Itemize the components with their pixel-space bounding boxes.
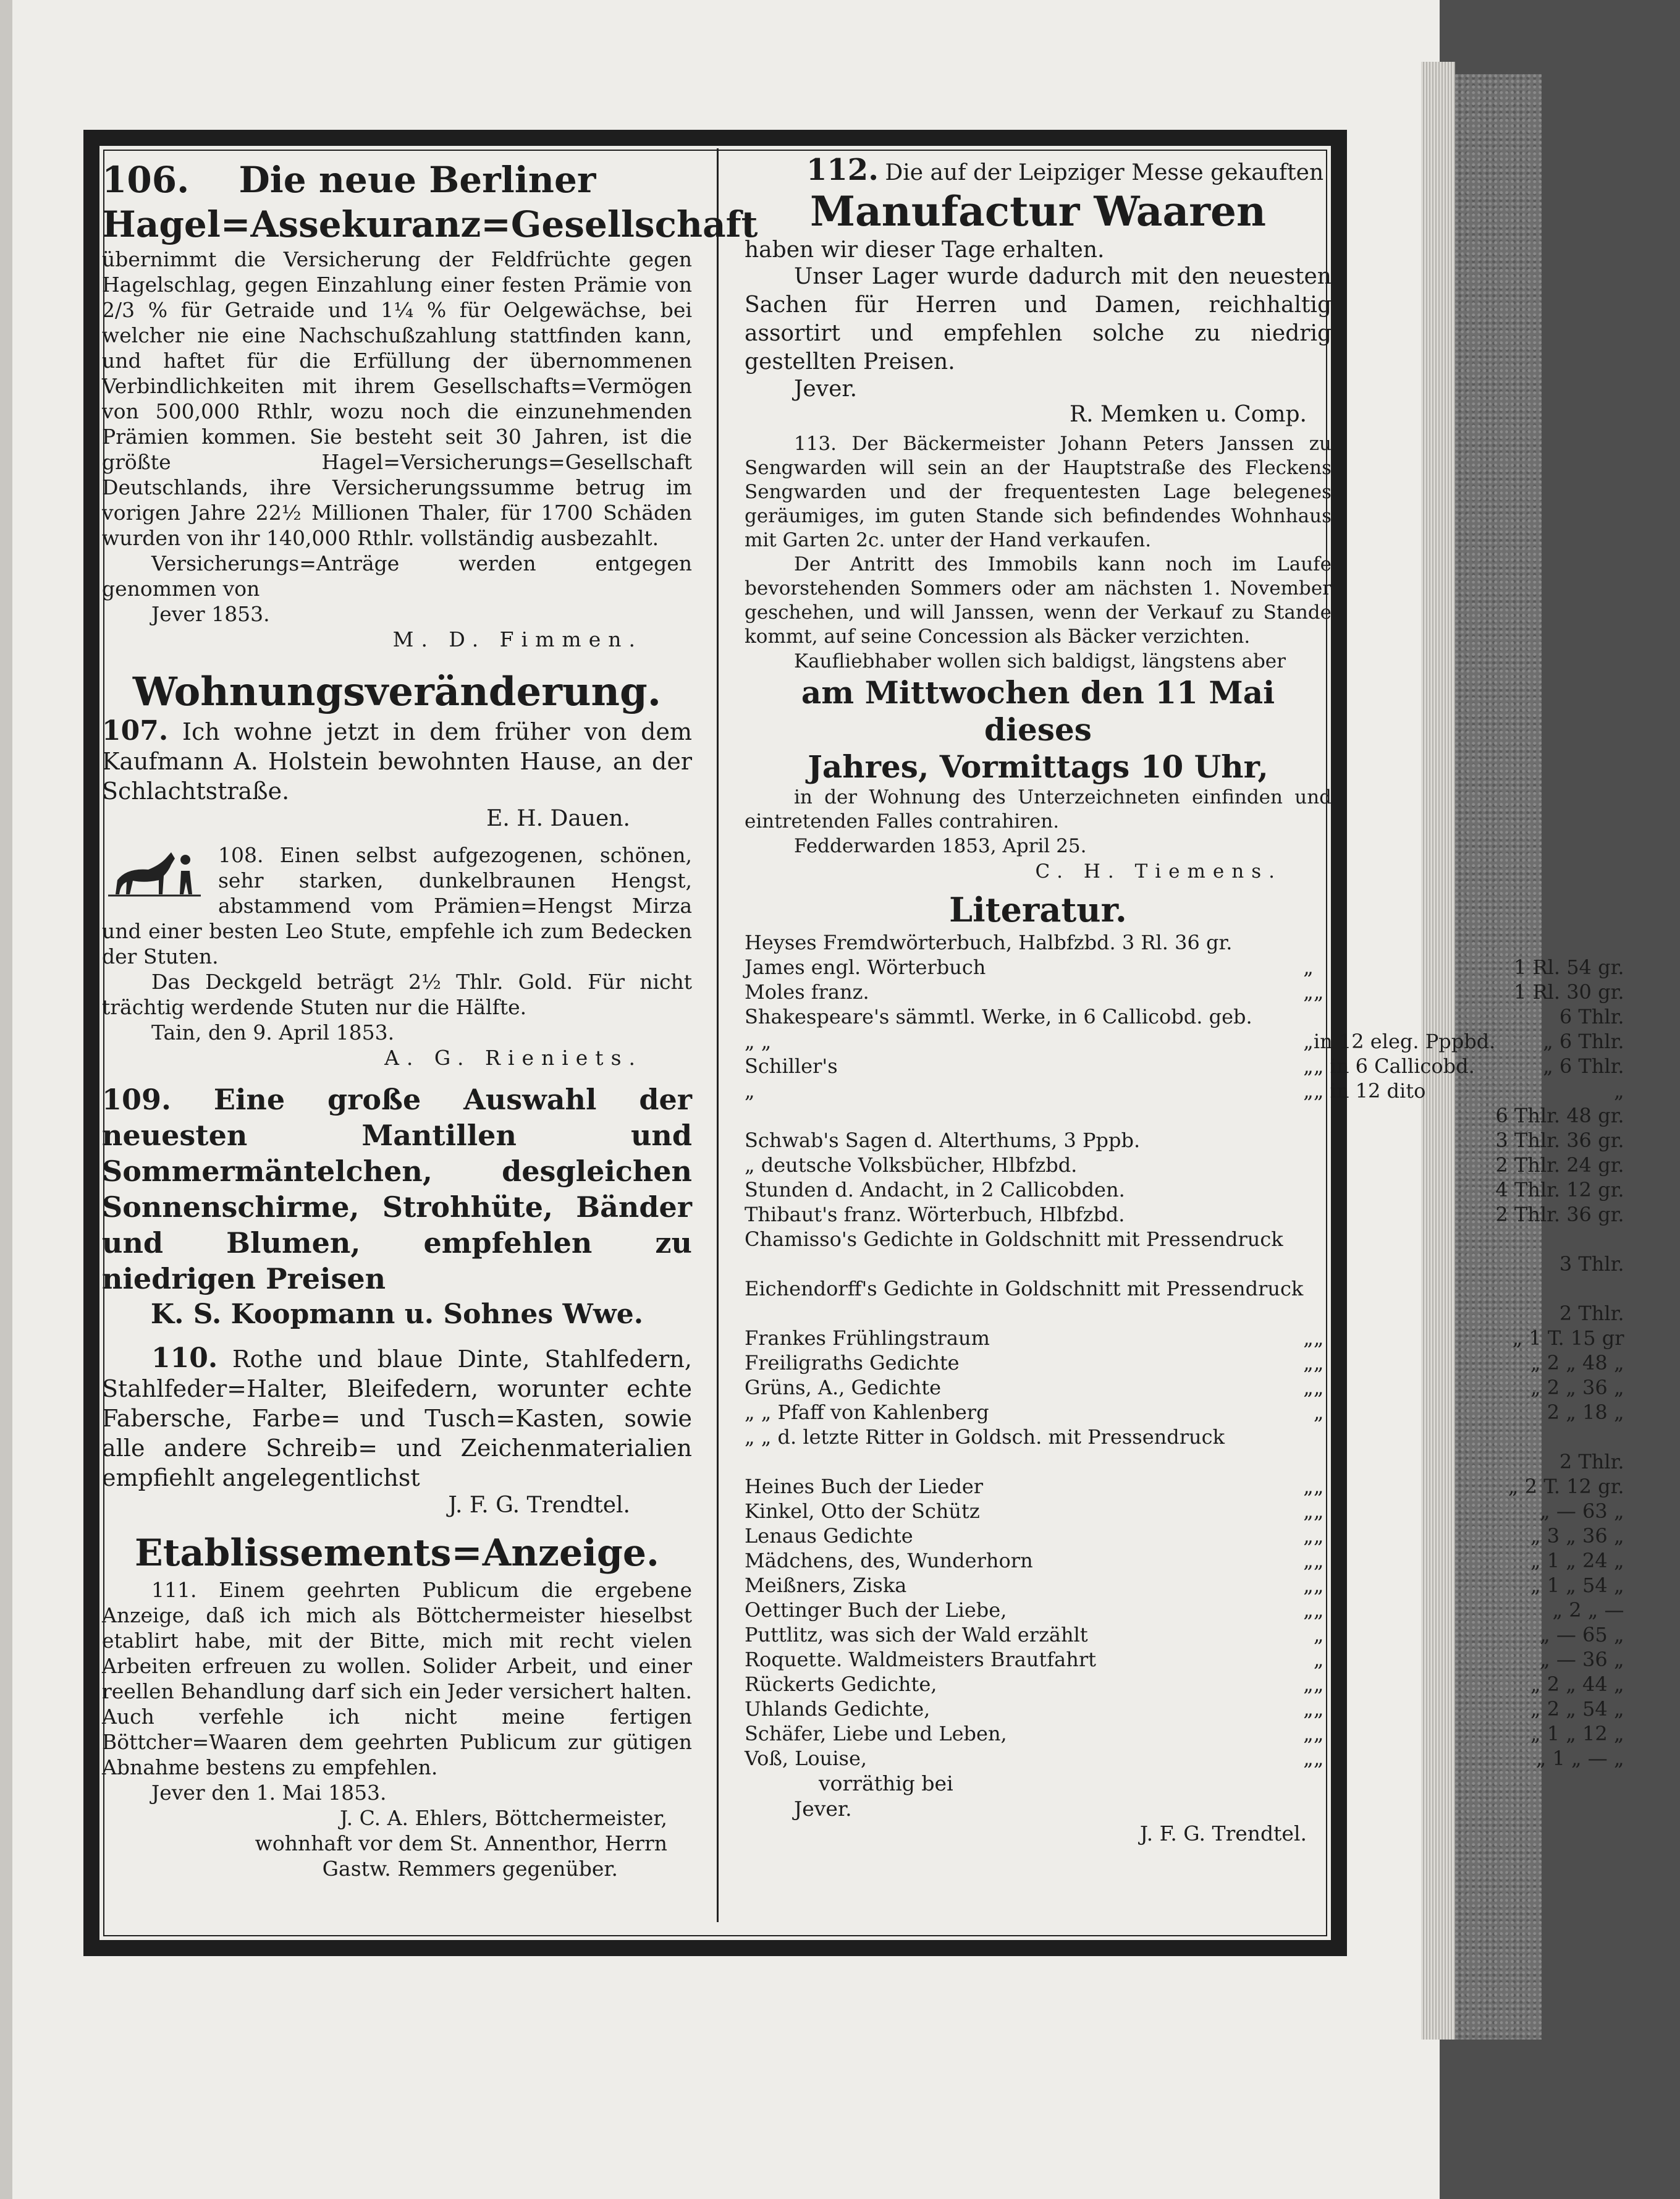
book-title (745, 1103, 1303, 1128)
book-binding (1314, 1202, 1495, 1227)
book-binding: in 12 eleg. Pppbd. (1313, 1030, 1496, 1053)
book-title: „ „ Pfaff von Kahlenberg (745, 1400, 989, 1424)
book-binding: „ (1313, 1499, 1324, 1523)
ad-date: am Mittwochen den 11 Mai dieses (801, 674, 1275, 748)
book-price: 6 Thlr. (1559, 1005, 1624, 1028)
ad-signature: Gastw. Remmers gegenüber. (322, 1857, 618, 1881)
ad-title: Die neue Berliner (238, 159, 596, 201)
ad-body: Rothe und blaue Dinte, Stahlfedern, Stahlfeder=Halter, Bleifedern, worunter echte Fabersche, Farbe= und Tusch=Kasten, sowie alle andere Schreib= und Zeichenmaterialien empfiehlt angelegentlichst (102, 1345, 692, 1491)
book-row (745, 1252, 1624, 1276)
ditto-mark (1303, 1177, 1314, 1202)
book-title: Mädchens, des, Wunderhorn (745, 1549, 1033, 1572)
ad-signature: K. S. Koopmann u. Sohnes Wwe. (150, 1299, 644, 1330)
book-price: 2 Thlr. (1559, 1450, 1624, 1473)
ad-heading: Wohnungsveränderung. (132, 669, 662, 715)
book-title (745, 1301, 1303, 1326)
book-price: „ 2 „ 44 „ (1530, 1672, 1624, 1696)
ditto-mark (1303, 1128, 1314, 1153)
book-binding: „ (1313, 980, 1324, 1004)
ad-signature: J. F. G. Trendtel. (448, 1493, 630, 1518)
book-title: Schwab's Sagen d. Alterthums, 3 Pppb. (745, 1129, 1141, 1152)
book-binding: „ (1313, 1598, 1324, 1622)
book-binding (1314, 1449, 1495, 1474)
book-row (745, 1672, 1624, 1697)
ditto-mark (1303, 1227, 1314, 1252)
book-row (745, 1400, 1624, 1425)
ditto-mark: „ (1303, 1722, 1314, 1745)
book-binding: „ (1313, 1524, 1324, 1548)
book-price: „ — 36 „ (1540, 1648, 1624, 1671)
ad-106 (102, 158, 758, 652)
ad-number: 107. (102, 715, 169, 747)
ad-received: haben wir dieser Tage erhalten. (745, 237, 1105, 263)
ditto-mark (1303, 1276, 1314, 1301)
book-row (745, 1128, 1624, 1153)
book-price: „ 6 Thlr. (1543, 1054, 1624, 1078)
book-price: 1 Rl. 54 gr. (1513, 955, 1624, 979)
ad-closing: Versicherungs=Anträge werden entgegen genommen von (102, 551, 692, 601)
book-title: „ deutsche Volksbücher, Hlbfzbd. (745, 1153, 1078, 1177)
ditto-mark: „ (1303, 955, 1314, 979)
ditto-mark (1303, 1153, 1314, 1177)
ad-111 (102, 1529, 692, 1881)
ad-body: übernimmt die Versicherung der Feldfrüchte gegen Hagelschlag, gegen Einzahlung einer festen Prämie von 2/3 % für Getraide und 1¼ % für Oelgewächse, bei welcher nie eine Nachschußzahlung stattfinden kann, und haftet für die Erfüllung der übernommenen Verbindlichkeiten mit ihrem Gesellschafts=Vermögen von 500,000 Rthlr, wozu noch die einzunehmenden Prämien kommen. Sie besteht seit 30 Jahren, ist die größte Hagel=Versicherungs=Gesellschaft Deutschlands, ihre Versicherungssumme betrug im vorigen Jahre 22½ Millionen Thaler, für 1700 Schäden wurden von ihr 140,000 Rthlr. vollständig ausbezahlt. (102, 247, 692, 550)
book-binding: „ (1313, 1747, 1324, 1770)
book-binding (1314, 930, 1495, 955)
book-row (745, 1573, 1624, 1598)
ad-signature: R. Memken u. Comp. (1070, 402, 1307, 427)
book-price: „ 2 „ — (1552, 1598, 1624, 1622)
book-price: „ 2 „ 54 „ (1530, 1697, 1624, 1721)
ad-place: Jever. (794, 1797, 852, 1821)
book-binding: „ (1313, 1672, 1324, 1696)
book-binding (1314, 1103, 1495, 1128)
ditto-mark (1303, 1301, 1314, 1326)
book-binding: „ (1313, 1574, 1324, 1597)
ditto-mark (1303, 1425, 1314, 1449)
book-title (745, 1449, 1303, 1474)
ad-signature: E. H. Dauen. (486, 806, 630, 831)
book-binding (1314, 1276, 1495, 1301)
book-price: „ 2 „ 36 „ (1530, 1376, 1624, 1399)
book-row (745, 1202, 1624, 1227)
book-title: Grüns, A., Gedichte (745, 1376, 942, 1399)
ditto-mark (1303, 1449, 1314, 1474)
ad-number: 106. (102, 159, 190, 201)
ditto-mark: „ (1303, 1376, 1314, 1399)
book-row (745, 1746, 1624, 1771)
book-title: Schäfer, Liebe und Leben, (745, 1722, 1007, 1745)
literatur-section (745, 889, 1624, 1845)
book-row (745, 1449, 1624, 1474)
book-binding (1314, 1177, 1495, 1202)
book-row (745, 1004, 1624, 1029)
ditto-mark: „ (1303, 1598, 1314, 1622)
book-title: Schiller's (745, 1054, 838, 1078)
book-row (745, 1227, 1624, 1252)
book-price: 2 Thlr. (1559, 1302, 1624, 1325)
ad-113 (745, 432, 1332, 884)
book-title: Heines Buch der Lieder (745, 1475, 984, 1498)
book-row (745, 955, 1624, 980)
ad-112 (745, 153, 1332, 427)
ditto-mark: „ (1303, 1054, 1314, 1078)
book-row (745, 1177, 1624, 1202)
ad-avail: vorräthig bei (819, 1771, 953, 1795)
book-row (745, 1647, 1624, 1672)
book-row (745, 1054, 1624, 1078)
ditto-mark (1303, 930, 1314, 955)
ad-place-date: Tain, den 9. April 1853. (151, 1020, 395, 1044)
book-list (745, 930, 1624, 1771)
ad-invite: Kaufliebhaber wollen sich baldigst, längstens aber (794, 650, 1286, 672)
ditto-mark (1303, 1400, 1314, 1425)
book-binding: „ in 6 Callicobd. (1313, 1054, 1475, 1078)
ditto-mark: „ (1303, 1549, 1314, 1572)
book-binding: „ (1313, 1376, 1324, 1399)
ad-title: Hagel=Assekuranz=Gesellschaft (102, 203, 758, 245)
ditto-mark: „ (1303, 1574, 1314, 1597)
ad-heading: Etablissements=Anzeige. (135, 1532, 659, 1575)
ditto-mark: „ (1303, 1672, 1314, 1696)
book-price: „ 1 „ — „ (1535, 1747, 1624, 1770)
book-price: 4 Thlr. 12 gr. (1495, 1178, 1624, 1201)
book-binding (1314, 1425, 1495, 1449)
right-column (745, 153, 1624, 1846)
ad-109 (102, 1082, 692, 1333)
ditto-mark: „ (1303, 1326, 1314, 1350)
book-binding (1314, 1252, 1495, 1276)
ditto-mark: „ (1303, 1524, 1314, 1548)
ditto-mark: „ (1303, 1697, 1314, 1721)
ditto-mark: „ (1303, 1747, 1314, 1770)
book-title: Moles franz. (745, 980, 869, 1004)
ad-place-date: Fedderwarden 1853, April 25. (794, 835, 1087, 857)
book-row (745, 1474, 1624, 1499)
book-price (1495, 1227, 1624, 1252)
ad-place-date: Jever den 1. Mai 1853. (151, 1781, 387, 1805)
book-price (1495, 1425, 1624, 1449)
book-price: „ — 63 „ (1540, 1499, 1624, 1523)
book-row (745, 1350, 1624, 1375)
ditto-mark (1303, 1103, 1314, 1128)
ditto-mark: „ (1303, 1079, 1314, 1103)
book-row (745, 1276, 1624, 1301)
book-binding (1314, 1128, 1495, 1153)
book-title: Kinkel, Otto der Schütz (745, 1499, 980, 1523)
book-binding: „ (1313, 1549, 1324, 1572)
book-row (745, 930, 1624, 955)
book-title: Heyses Fremdwörterbuch, Halbfzbd. 3 Rl. 36 gr. (745, 931, 1233, 954)
ad-body: Der Antritt des Immobils kann noch im Laufe bevorstehenden Sommers oder am nächsten 1. November geschehen, und will Janssen, wenn der Verkauf zu Stande kommt, auf seine Concession als Bäcker verzichten. (745, 553, 1332, 648)
book-row (745, 1523, 1624, 1548)
book-row (745, 1029, 1624, 1054)
book-title: Puttlitz, was sich der Wald erzählt (745, 1623, 1088, 1646)
ditto-mark: „ (1303, 980, 1314, 1004)
book-price: „ (1613, 1079, 1624, 1103)
ad-fee: Das Deckgeld beträgt 2½ Thlr. Gold. Für nicht trächtig werdende Stuten nur die Hälfte. (102, 970, 692, 1019)
ad-body: 108. Einen selbst aufgezogenen, schönen, sehr starken, dunkelbraunen Hengst, abstammend vom Prämien=Hengst Mirza und einer besten Leo Stute, empfehle ich zum Bedecken der Stuten. (102, 843, 692, 968)
book-title: Stunden d. Andacht, in 2 Callicobden. (745, 1178, 1125, 1201)
book-title: Thibaut's franz. Wörterbuch, Hlbfzbd. (745, 1203, 1125, 1226)
book-row (745, 1425, 1624, 1449)
book-row (745, 1697, 1624, 1721)
book-row (745, 1721, 1624, 1746)
horse-icon (102, 846, 207, 902)
book-price: 1 Rl. 30 gr. (1513, 980, 1624, 1004)
column-divider (717, 148, 719, 1922)
book-row (745, 1326, 1624, 1350)
book-title: Uhlands Gedichte, (745, 1697, 931, 1721)
book-row (745, 980, 1624, 1004)
book-row (745, 1301, 1624, 1326)
book-price (1495, 930, 1624, 955)
book-binding: „ (1313, 1697, 1324, 1721)
ad-heading: Manufactur Waaren (809, 187, 1267, 235)
book-title: „ „ (745, 1030, 772, 1053)
ditto-mark: „ (1303, 1499, 1314, 1523)
ad-body: Unser Lager wurde dadurch mit den neuesten Sachen für Herren und Damen, reichhaltig assortirt und empfehlen solche zu niedrig gestellten Preisen. (745, 264, 1332, 375)
book-price: „ 2 T. 12 gr. (1508, 1475, 1624, 1498)
book-binding: „ (1313, 1351, 1324, 1375)
book-row (745, 1548, 1624, 1573)
left-column (102, 158, 758, 1881)
book-price: 6 Thlr. 48 gr. (1495, 1104, 1624, 1127)
book-price (1495, 1276, 1624, 1301)
book-price: „ 1 „ 24 „ (1530, 1549, 1624, 1572)
book-title: Oettinger Buch der Liebe, (745, 1598, 1007, 1622)
ad-number: 112. (806, 153, 879, 187)
book-binding (1314, 1227, 1495, 1252)
ditto-mark (1303, 1202, 1314, 1227)
book-price: „ 6 Thlr. (1543, 1030, 1624, 1053)
book-price: „ 3 „ 36 „ (1530, 1524, 1624, 1548)
book-title: Meißners, Ziska (745, 1574, 907, 1597)
book-binding (1314, 1153, 1495, 1177)
ad-signature: A. G. Rieniets. (384, 1046, 643, 1070)
ad-intro: Die auf der Leipziger Messe gekauften (885, 160, 1324, 185)
book-row (745, 1499, 1624, 1523)
book-row (745, 1078, 1624, 1103)
ad-body: in der Wohnung des Unterzeichneten einfinden und eintretenden Falles contrahiren. (745, 786, 1332, 833)
book-binding: „ in 12 dito (1313, 1079, 1426, 1103)
ditto-mark: „ (1303, 1475, 1314, 1498)
book-binding: „ (1313, 1475, 1324, 1498)
book-row (745, 1153, 1624, 1177)
ad-heading: Literatur. (949, 890, 1127, 930)
book-row (745, 1375, 1624, 1400)
ad-place: Jever. (794, 376, 858, 402)
ad-108 (102, 842, 692, 1070)
book-price: „ 1 T. 15 gr (1512, 1326, 1624, 1350)
book-binding (1314, 955, 1495, 980)
ditto-mark: „ (1303, 1030, 1314, 1053)
book-binding: „ (1313, 1326, 1324, 1350)
book-binding: „ (1313, 1722, 1324, 1745)
ditto-mark (1303, 1004, 1314, 1029)
book-price: 2 Thlr. 36 gr. (1495, 1203, 1624, 1226)
book-binding: „ (1313, 1623, 1324, 1646)
book-title: Voß, Louise, (745, 1747, 867, 1770)
book-title: Roquette. Waldmeisters Brautfahrt (745, 1648, 1096, 1671)
book-price: „ 1 „ 12 „ (1530, 1722, 1624, 1745)
ditto-mark (1303, 1647, 1314, 1672)
ad-signature: J. C. A. Ehlers, Böttchermeister, (339, 1806, 667, 1830)
book-title (745, 1252, 1303, 1276)
book-row (745, 1103, 1624, 1128)
ad-signature: M. D. Fimmen. (392, 627, 643, 651)
ad-body: Ich wohne jetzt in dem früher von dem Kaufmann A. Holstein bewohnten Hause, an der Schlachtstraße. (102, 718, 692, 805)
book-binding (1314, 1301, 1495, 1326)
book-title: Eichendorff's Gedichte in Goldschnitt mit Pressendruck (745, 1277, 1304, 1300)
ad-body: 113. Der Bäckermeister Johann Peters Janssen zu Sengwarden will sein an der Hauptstraße des Fleckens Sengwarden und der frequentesten Lage belegenes geräumiges, im guten Stande sich befindendes Wohnhaus mit Garten 2c. unter der Hand verkaufen. (745, 433, 1332, 551)
book-row (745, 1598, 1624, 1622)
book-price: 2 „ 18 „ (1547, 1400, 1624, 1424)
book-price: 3 Thlr. 36 gr. (1495, 1129, 1624, 1152)
book-title: Lenaus Gedichte (745, 1524, 913, 1548)
ad-107 (102, 668, 692, 831)
book-price: „ — 65 „ (1540, 1623, 1624, 1646)
book-title: Chamisso's Gedichte in Goldschnitt mit Pressendruck (745, 1227, 1283, 1251)
book-row (745, 1622, 1624, 1647)
book-binding: „ (1313, 1648, 1324, 1671)
book-price: 3 Thlr. (1559, 1252, 1624, 1276)
ad-place-date: Jever 1853. (151, 602, 270, 626)
ad-signature: C. H. Tiemens. (1035, 860, 1282, 883)
book-title: Freiligraths Gedichte (745, 1351, 960, 1375)
page-left-edge (0, 0, 12, 2199)
book-price: „ 1 „ 54 „ (1530, 1574, 1624, 1597)
ad-number: 110. (151, 1342, 218, 1374)
book-price: 2 Thlr. 24 gr. (1495, 1153, 1624, 1177)
ditto-mark: „ (1303, 1351, 1314, 1375)
book-title: Shakespeare's sämmtl. Werke, in 6 Callicobd. geb. (745, 1005, 1252, 1028)
book-title: „ (745, 1079, 755, 1103)
ad-110 (102, 1344, 692, 1518)
book-title: James engl. Wörterbuch (745, 955, 986, 979)
ad-signature: wohnhaft vor dem St. Annenthor, Herrn (255, 1831, 667, 1855)
book-binding: „ (1313, 1400, 1324, 1424)
ad-body: 111. Einem geehrten Publicum die ergebene Anzeige, daß ich mich als Böttchermeister hieselbst etablirt habe, mit der Bitte, mich mit recht vielen Arbeiten erfreuen zu wollen. Solider Arbeit, und einer reellen Behandlung darf sich ein Jeder versichert halten. Auch verfehle ich nicht meine fertigen Böttcher=Waaren dem geehrten Publicum zur gütigen Abnahme bestens zu empfehlen. (102, 1578, 692, 1779)
book-title: Frankes Frühlingstraum (745, 1326, 990, 1350)
ad-date: Jahres, Vormittags 10 Uhr, (808, 748, 1268, 785)
book-title: Rückerts Gedichte, (745, 1672, 937, 1696)
book-binding (1314, 1004, 1495, 1029)
ad-body: 109. Eine große Auswahl der neuesten Mantillen und Sommermäntelchen, desgleichen Sonnenschirme, Strohhüte, Bänder und Blumen, empfehlen zu niedrigen Preisen (102, 1083, 692, 1295)
book-title: „ „ d. letzte Ritter in Goldsch. mit Pressendruck (745, 1425, 1225, 1449)
ditto-mark (1303, 1622, 1314, 1647)
ad-signature: J. F. G. Trendtel. (1139, 1821, 1307, 1845)
ditto-mark (1303, 1252, 1314, 1276)
book-price: „ 2 „ 48 „ (1530, 1351, 1624, 1375)
